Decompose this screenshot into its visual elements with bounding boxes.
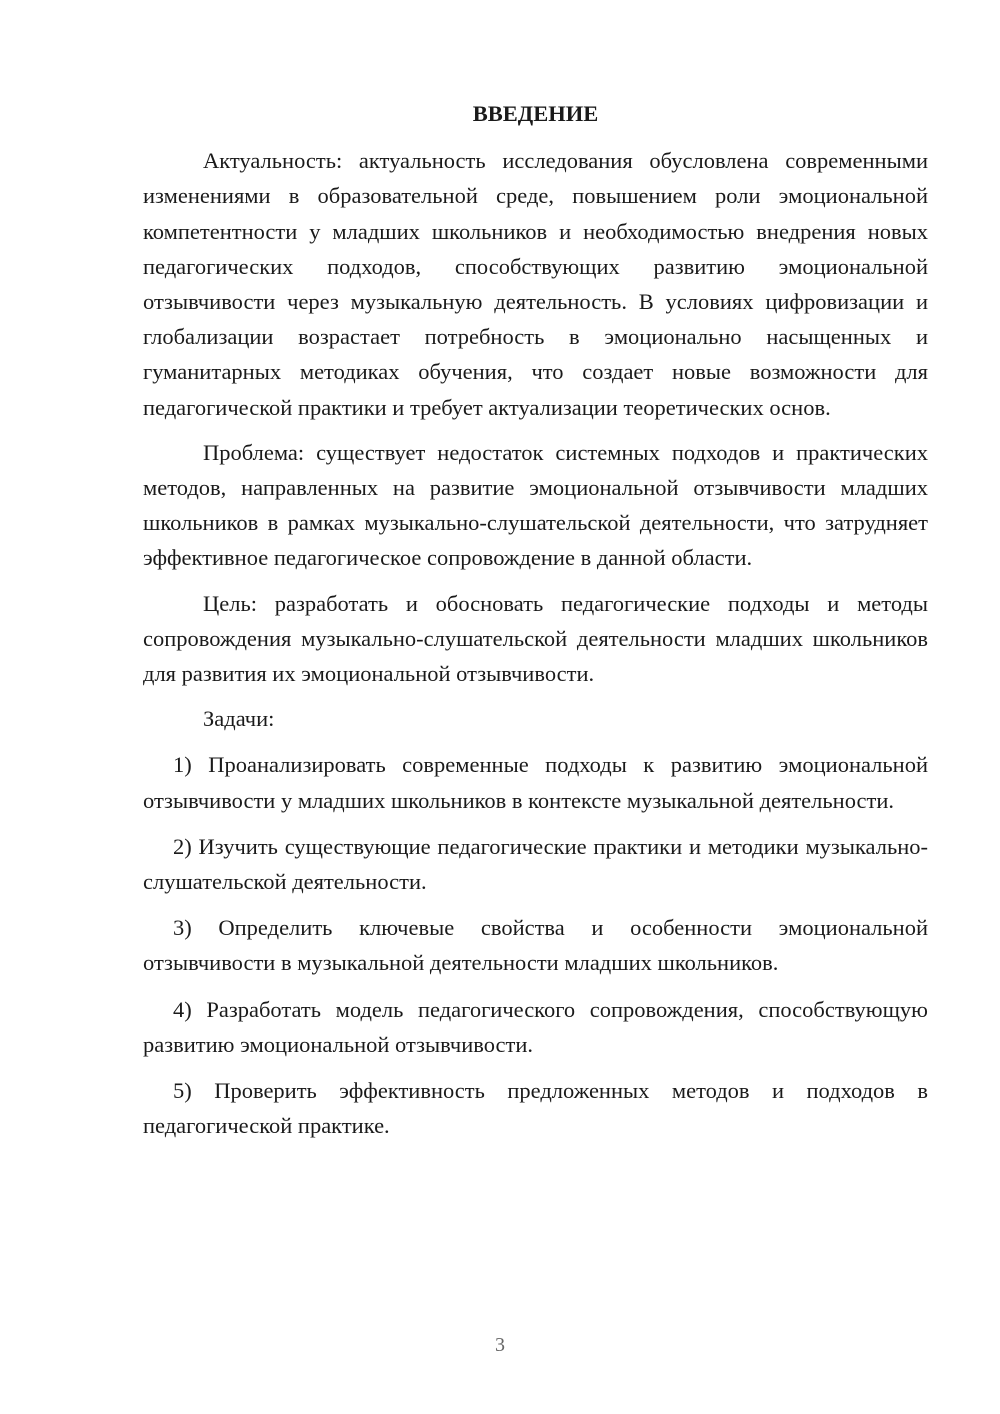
page-number: 3 (495, 1334, 505, 1356)
goal-paragraph: Цель: разработать и обосновать педагогические подходы и методы сопровождения музыкально-слушательской деятельности младших школьников для развития их эмоциональной отзывчивости. (143, 590, 928, 687)
task-item-4: 4) Разработать модель педагогического сопровождения, способствующую развитию эмоциональной отзывчивости. (143, 996, 928, 1057)
task-item-2: 2) Изучить существующие педагогические практики и методики музыкально-слушательской деятельности. (143, 833, 928, 895)
problem-paragraph: Проблема: существует недостаток системных подходов и практических методов, направленных на развитие эмоциональной отзывчивости младших школьников в рамках музыкально-слушательской деятельности, что затрудняет эффективное педагогическое сопровождение в данной области. (143, 439, 928, 571)
relevance-paragraph: Актуальность: актуальность исследования обусловлена современными изменениями в образовательной среде, повышением роли эмоциональной компетентности у младших школьников и необходимостью внедрения новых педагогических подходов, способствующих развитию эмоциональной отзывчивости через музыкальную деятельность. В условиях цифровизации и глобализации возрастает потребность в эмоционально насыщенных и гуманитарных методиках обучения, что создает новые возможности для педагогической практики и требует актуализации теоретических основ. (143, 148, 928, 420)
task-item-1: 1) Проанализировать современные подходы к развитию эмоциональной отзывчивости у младших школьников в контексте музыкальной деятельности. (143, 752, 928, 813)
task-item-5: 5) Проверить эффективность предложенных методов и подходов в педагогической практике. (143, 1078, 928, 1139)
tasks-heading: Задачи: (203, 706, 275, 732)
document-page (143, 96, 928, 1143)
task-item-3: 3) Определить ключевые свойства и особенности эмоциональной отзывчивости в музыкальной деятельности младших школьников. (143, 915, 928, 976)
section-title: ВВЕДЕНИЕ (472, 101, 599, 126)
